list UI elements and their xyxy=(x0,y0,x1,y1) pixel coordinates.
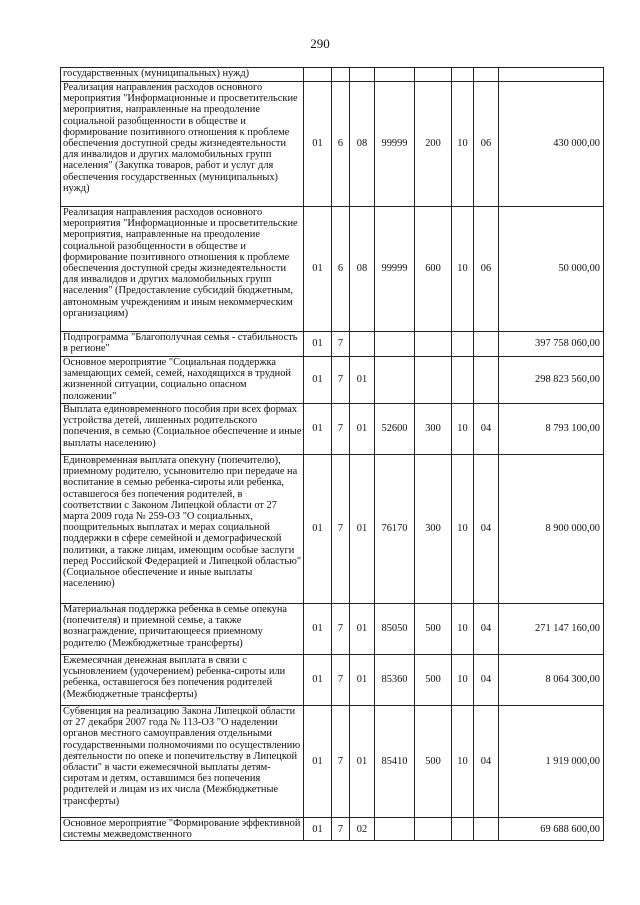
program-code xyxy=(304,68,332,82)
direction-code: 85360 xyxy=(375,655,415,706)
event-code xyxy=(350,332,375,357)
program-code: 01 xyxy=(304,404,332,455)
amount-cell: 8 793 100,00 xyxy=(499,404,604,455)
amount-cell: 8 064 300,00 xyxy=(499,655,604,706)
expense-type-code: 200 xyxy=(415,82,452,207)
table-row xyxy=(61,82,604,207)
direction-code: 52600 xyxy=(375,404,415,455)
expense-type-code: 300 xyxy=(415,404,452,455)
subsection-code: 04 xyxy=(474,706,499,818)
direction-code: 99999 xyxy=(375,207,415,332)
amount-cell: 397 758 060,00 xyxy=(499,332,604,357)
subprogram-code: 7 xyxy=(332,455,350,604)
program-code: 01 xyxy=(304,818,332,841)
row-description: Подпрограмма "Благополучная семья - стабильность в регионе" xyxy=(61,332,304,357)
section-code: 10 xyxy=(452,706,474,818)
subsection-code: 04 xyxy=(474,604,499,655)
row-description: Выплата единовременного пособия при всех формах устройства детей, лишенных родительского попечения, в семью (Социальное обеспечение и иные выплаты населению) xyxy=(61,404,304,455)
subsection-code xyxy=(474,357,499,404)
budget-table xyxy=(60,67,604,841)
section-code xyxy=(452,68,474,82)
subsection-code: 06 xyxy=(474,82,499,207)
subsection-code: 04 xyxy=(474,655,499,706)
subprogram-code: 7 xyxy=(332,818,350,841)
row-description: Основное мероприятие "Социальная поддержка замещающих семей, семей, находящихся в трудной жизненной ситуации, социально опасном положении" xyxy=(61,357,304,404)
table-row xyxy=(61,655,604,706)
direction-code: 85410 xyxy=(375,706,415,818)
row-description: Реализация направления расходов основного мероприятия "Информационные и просветительские мероприятия, направленные на преодоление социальной разобщенности в обществе и формирование позитивного отношения к проблеме обеспечения доступной среды жизнедеятельности для инвалидов и других маломобильных групп населения" (Закупка товаров, работ и услуг для обеспечения государственных (муниципальных) нужд) xyxy=(61,82,304,207)
section-code: 10 xyxy=(452,655,474,706)
direction-code: 99999 xyxy=(375,82,415,207)
expense-type-code xyxy=(415,68,452,82)
table-row xyxy=(61,332,604,357)
expense-type-code xyxy=(415,357,452,404)
direction-code: 76170 xyxy=(375,455,415,604)
table-row xyxy=(61,818,604,841)
subsection-code: 04 xyxy=(474,404,499,455)
event-code: 01 xyxy=(350,357,375,404)
section-code: 10 xyxy=(452,82,474,207)
expense-type-code: 500 xyxy=(415,706,452,818)
expense-type-code xyxy=(415,332,452,357)
table-row xyxy=(61,604,604,655)
subprogram-code: 7 xyxy=(332,655,350,706)
table-row xyxy=(61,207,604,332)
amount-cell: 298 823 560,00 xyxy=(499,357,604,404)
program-code: 01 xyxy=(304,455,332,604)
event-code: 01 xyxy=(350,604,375,655)
subsection-code: 06 xyxy=(474,207,499,332)
subprogram-code: 7 xyxy=(332,404,350,455)
event-code: 01 xyxy=(350,706,375,818)
page-number: 290 xyxy=(310,36,330,51)
row-description: Основное мероприятие "Формирование эффективной системы межведомственного xyxy=(61,818,304,841)
table-row xyxy=(61,68,604,82)
row-description: Реализация направления расходов основного мероприятия "Информационные и просветительские мероприятия, направленные на преодоление социальной разобщенности в обществе и формирование позитивного отношения к проблеме обеспечения доступной среды жизнедеятельности для инвалидов и других маломобильных групп населения" (Предоставление субсидий бюджетным, автономным учреждениям и иным некоммерческим организациям) xyxy=(61,207,304,332)
event-code: 01 xyxy=(350,655,375,706)
subprogram-code: 6 xyxy=(332,207,350,332)
event-code: 02 xyxy=(350,818,375,841)
subprogram-code: 7 xyxy=(332,332,350,357)
amount-cell: 69 688 600,00 xyxy=(499,818,604,841)
expense-type-code xyxy=(415,818,452,841)
row-description: Материальная поддержка ребенка в семье опекуна (попечителя) и приемной семье, а также вознаграждение, причитающееся приемному родителю (Межбюджетные трансферты) xyxy=(61,604,304,655)
direction-code xyxy=(375,332,415,357)
amount-cell: 271 147 160,00 xyxy=(499,604,604,655)
amount-cell: 1 919 000,00 xyxy=(499,706,604,818)
table-row xyxy=(61,455,604,604)
subsection-code xyxy=(474,818,499,841)
row-description: государственных (муниципальных) нужд) xyxy=(61,68,304,82)
direction-code xyxy=(375,818,415,841)
event-code: 01 xyxy=(350,404,375,455)
section-code xyxy=(452,357,474,404)
section-code xyxy=(452,818,474,841)
subsection-code xyxy=(474,332,499,357)
direction-code xyxy=(375,68,415,82)
table-row xyxy=(61,404,604,455)
event-code: 08 xyxy=(350,82,375,207)
subprogram-code: 7 xyxy=(332,357,350,404)
amount-cell xyxy=(499,68,604,82)
section-code: 10 xyxy=(452,207,474,332)
section-code xyxy=(452,332,474,357)
section-code: 10 xyxy=(452,604,474,655)
amount-cell: 50 000,00 xyxy=(499,207,604,332)
amount-cell: 430 000,00 xyxy=(499,82,604,207)
table-row xyxy=(61,357,604,404)
event-code: 01 xyxy=(350,455,375,604)
subprogram-code: 7 xyxy=(332,706,350,818)
subprogram-code xyxy=(332,68,350,82)
expense-type-code: 500 xyxy=(415,655,452,706)
program-code: 01 xyxy=(304,655,332,706)
row-description: Ежемесячная денежная выплата в связи с усыновлением (удочерением) ребенка-сироты или ребенка, оставшегося без попечения родителей (Межбюджетные трансферты) xyxy=(61,655,304,706)
subprogram-code: 7 xyxy=(332,604,350,655)
expense-type-code: 600 xyxy=(415,207,452,332)
subsection-code xyxy=(474,68,499,82)
program-code: 01 xyxy=(304,357,332,404)
program-code: 01 xyxy=(304,706,332,818)
direction-code: 85050 xyxy=(375,604,415,655)
event-code: 08 xyxy=(350,207,375,332)
expense-type-code: 300 xyxy=(415,455,452,604)
table-row xyxy=(61,706,604,818)
program-code: 01 xyxy=(304,604,332,655)
section-code: 10 xyxy=(452,455,474,604)
amount-cell: 8 900 000,00 xyxy=(499,455,604,604)
subprogram-code: 6 xyxy=(332,82,350,207)
section-code: 10 xyxy=(452,404,474,455)
row-description: Единовременная выплата опекуну (попечителю), приемному родителю, усыновителю при передаче на воспитание в семью ребенка-сироты или ребенка, оставшегося без попечения родителей, в соответствии с Законом Липецкой области от 27 марта 2009 года № 259-ОЗ "О социальных, поощрительных выплатах и мерах социальной поддержки в сфере семейной и демографической политики, а также лицам, имеющим особые заслуги перед Российской Федерацией и Липецкой областью" (Социальное обеспечение и иные выплаты населению) xyxy=(61,455,304,604)
program-code: 01 xyxy=(304,82,332,207)
subsection-code: 04 xyxy=(474,455,499,604)
event-code xyxy=(350,68,375,82)
direction-code xyxy=(375,357,415,404)
row-description: Субвенция на реализацию Закона Липецкой области от 27 декабря 2007 года № 113-ОЗ "О наделении органов местного самоуправления отдельными государственными полномочиями по осуществлению деятельности по опеке и попечительству в Липецкой области" в части ежемесячной выплаты детям-сиротам и детям, оставшимся без попечения родителей и лицам из их числа (Межбюджетные трансферты) xyxy=(61,706,304,818)
program-code: 01 xyxy=(304,332,332,357)
expense-type-code: 500 xyxy=(415,604,452,655)
program-code: 01 xyxy=(304,207,332,332)
